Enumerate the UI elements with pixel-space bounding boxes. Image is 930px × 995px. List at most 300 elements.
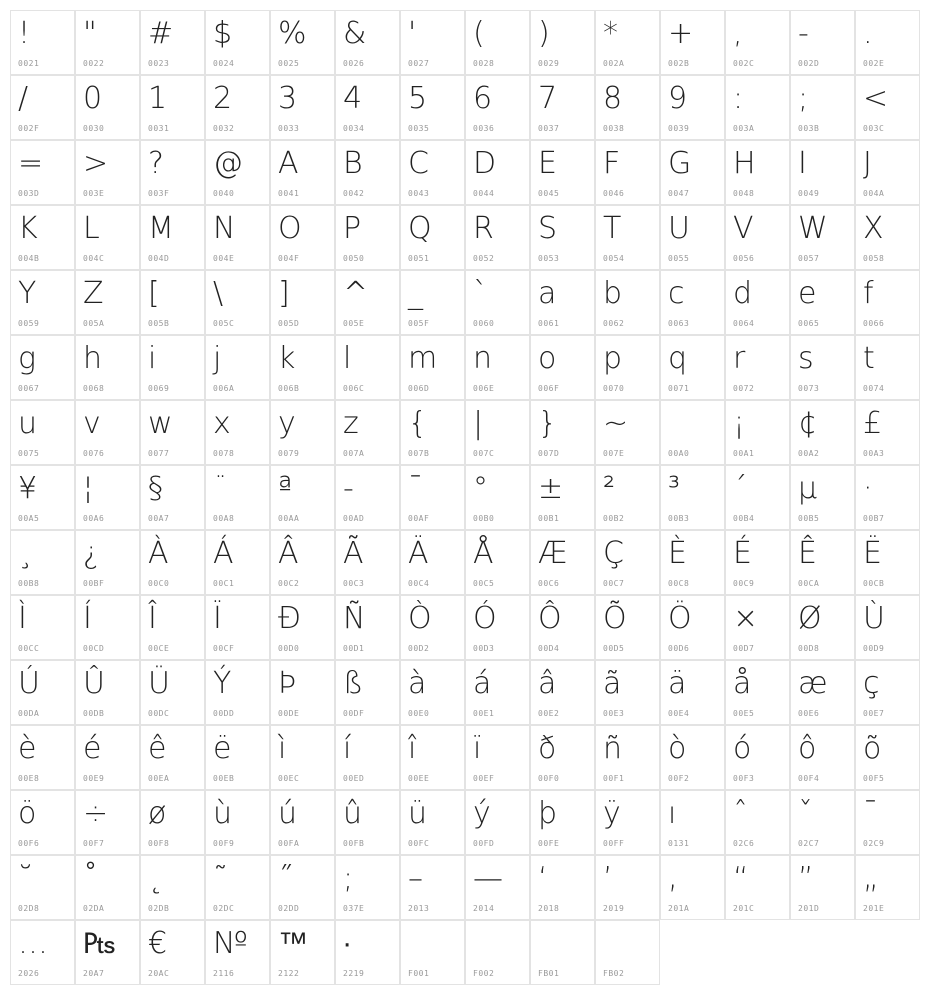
glyph-code-label: 0035 [408,124,430,133]
glyph-cell [10,400,75,465]
glyph-cell [205,595,270,660]
glyph-char: $ [213,16,233,51]
glyph-cell [725,205,790,270]
glyph-code-label: 0057 [798,254,820,263]
glyph-char: O [278,211,302,246]
glyph-char: T [603,211,622,246]
glyph-code-label: 00E4 [668,709,690,718]
glyph-cell [75,920,140,985]
glyph-char: ˚ [83,861,98,896]
glyph-char: : [733,81,744,116]
glyph-code-label: 0066 [863,319,885,328]
glyph-code-label: 00DF [343,709,365,718]
glyph-char: Y [18,276,37,311]
glyph-cell [75,660,140,725]
glyph-char: , [733,16,743,51]
glyph-cell [790,335,855,400]
glyph-char: Ñ [343,601,366,636]
glyph-cell [205,205,270,270]
glyph-cell [335,530,400,595]
glyph-char: . [863,16,873,51]
glyph-code-label: 00C4 [408,579,430,588]
glyph-code-label: 0079 [278,449,300,458]
glyph-cell [10,335,75,400]
glyph-code-label: 0047 [668,189,690,198]
glyph-code-label: 00C0 [148,579,170,588]
glyph-char: À [148,536,169,571]
glyph-char: E [538,146,557,181]
glyph-char: Ò [408,601,432,636]
glyph-char: ˉ [863,796,878,831]
glyph-code-label: 004F [278,254,300,263]
glyph-code-label: 007B [408,449,430,458]
glyph-code-label: 00DD [213,709,235,718]
glyph-char: ô [798,731,817,766]
glyph-char: = [18,146,44,181]
glyph-cell [205,400,270,465]
glyph-code-label: 00FC [408,839,430,848]
glyph-char: ) [538,16,550,51]
glyph-code-label: 00F1 [603,774,625,783]
glyph-char: e [798,276,817,311]
glyph-code-label: 005D [278,319,300,328]
glyph-char: ` [473,276,488,311]
glyph-char: ø [148,796,167,831]
glyph-code-label: 0027 [408,59,430,68]
glyph-cell [335,920,400,985]
glyph-code-label: 004D [148,254,170,263]
glyph-cell [855,855,920,920]
glyph-cell [660,790,725,855]
glyph-code-label: 2122 [278,969,300,978]
glyph-cell [205,270,270,335]
glyph-char: V [733,211,754,246]
glyph-cell [530,10,595,75]
glyph-cell [10,920,75,985]
glyph-code-label: 0045 [538,189,560,198]
glyph-cell [10,205,75,270]
glyph-char: ‘ [538,861,548,896]
glyph-cell [530,75,595,140]
glyph-cell [790,530,855,595]
glyph-code-label: 00E3 [603,709,625,718]
glyph-cell [465,75,530,140]
glyph-code-label: 0028 [473,59,495,68]
glyph-code-label: 0021 [18,59,40,68]
glyph-code-label: 00ED [343,774,365,783]
glyph-code-label: 005C [213,319,235,328]
glyph-char: ù [213,796,233,831]
glyph-cell [335,660,400,725]
glyph-code-label: 0061 [538,319,560,328]
glyph-cell [400,400,465,465]
glyph-cell [75,530,140,595]
glyph-char: @ [213,146,243,181]
glyph-cell [75,855,140,920]
glyph-code-label: 037E [343,904,365,913]
glyph-char: i [148,341,157,376]
glyph-char: [ [148,276,160,311]
glyph-code-label: 003E [83,189,105,198]
glyph-cell [530,790,595,855]
glyph-code-label: 00EE [408,774,430,783]
glyph-char: A [278,146,299,181]
glyph-char: ∙ [343,926,352,961]
glyph-cell [790,400,855,465]
glyph-code-label: 00AF [408,514,430,523]
glyph-cell [530,335,595,400]
glyph-code-label: 00E0 [408,709,430,718]
glyph-code-label: 0050 [343,254,365,263]
glyph-cell [75,205,140,270]
glyph-cell [790,465,855,530]
glyph-cell [335,465,400,530]
glyph-char: ; [798,81,809,116]
glyph-cell [335,270,400,335]
glyph-cell [725,855,790,920]
glyph-code-label: 0078 [213,449,235,458]
glyph-char: c [668,276,685,311]
glyph-cell [465,790,530,855]
glyph-code-label: 004C [83,254,105,263]
glyph-char: ² [603,471,616,506]
glyph-cell [790,725,855,790]
glyph-code-label: 0025 [278,59,300,68]
glyph-char: ¦ [83,471,94,506]
glyph-code-label: 00E8 [18,774,40,783]
glyph-code-label: 02C6 [733,839,755,848]
glyph-code-label: 20A7 [83,969,105,978]
glyph-code-label: 006F [538,384,560,393]
glyph-cell [530,465,595,530]
glyph-cell [270,660,335,725]
glyph-code-label: 0059 [18,319,40,328]
glyph-code-label: 0056 [733,254,755,263]
glyph-cell [660,855,725,920]
glyph-code-label: 0030 [83,124,105,133]
glyph-char: È [668,536,687,571]
glyph-cell [270,205,335,270]
glyph-cell [400,725,465,790]
glyph-char: % [278,16,307,51]
glyph-code-label: 00D7 [733,644,755,653]
glyph-code-label: 00FA [278,839,300,848]
glyph-code-label: 0069 [148,384,170,393]
glyph-char: £ [863,406,883,441]
glyph-cell [855,400,920,465]
glyph-char: ” [798,861,814,896]
glyph-char: n [473,341,493,376]
glyph-code-label: 0071 [668,384,690,393]
glyph-cell [270,10,335,75]
glyph-char: q [668,341,688,376]
glyph-code-label: 00F0 [538,774,560,783]
glyph-code-label: 2018 [538,904,560,913]
glyph-char: _ [408,276,423,311]
glyph-code-label: 00D0 [278,644,300,653]
glyph-char: Ï [213,601,222,636]
glyph-code-label: 0053 [538,254,560,263]
glyph-cell [595,75,660,140]
glyph-cell [140,595,205,660]
glyph-char: ¢ [798,406,818,441]
glyph-char: ä [668,666,687,701]
glyph-char: Ø [798,601,822,636]
glyph-char: å [733,666,752,701]
glyph-code-label: 00A0 [668,449,690,458]
glyph-char: ˇ [798,796,813,831]
glyph-code-label: 00FD [473,839,495,848]
glyph-char: ] [278,276,290,311]
glyph-cell [270,920,335,985]
glyph-code-label: 006A [213,384,235,393]
glyph-code-label: 0039 [668,124,690,133]
glyph-cell [140,140,205,205]
glyph-char: § [148,471,163,506]
glyph-cell [595,10,660,75]
glyph-cell [400,530,465,595]
glyph-cell [75,465,140,530]
glyph-code-label: 02C9 [863,839,885,848]
glyph-char: W [798,211,828,246]
glyph-char: P [343,211,362,246]
glyph-code-label: F002 [473,969,495,978]
glyph-cell [270,465,335,530]
glyph-char: f [863,276,874,311]
glyph-code-label: 0022 [83,59,105,68]
glyph-code-label: 00A2 [798,449,820,458]
glyph-code-label: 00D8 [798,644,820,653]
glyph-cell [725,465,790,530]
glyph-code-label: 00AD [343,514,365,523]
glyph-cell [335,335,400,400]
glyph-code-label: 00A1 [733,449,755,458]
glyph-char: B [343,146,363,181]
glyph-cell [270,790,335,855]
glyph-cell [465,10,530,75]
glyph-code-label: 00B4 [733,514,755,523]
glyph-char: L [83,211,100,246]
glyph-char: | [473,406,484,441]
glyph-cell [270,140,335,205]
glyph-cell [790,140,855,205]
glyph-char: ˛ [148,861,163,896]
glyph-code-label: 006E [473,384,495,393]
glyph-char: / [18,81,29,116]
glyph-code-label: 00CB [863,579,885,588]
glyph-code-label: 0073 [798,384,820,393]
glyph-cell [465,530,530,595]
glyph-cell [140,790,205,855]
glyph-cell [270,270,335,335]
glyph-code-label: 0058 [863,254,885,263]
glyph-cell [75,400,140,465]
glyph-cell [10,465,75,530]
glyph-char: X [863,211,884,246]
glyph-code-label: 2013 [408,904,430,913]
glyph-char: ? [148,146,164,181]
glyph-cell [465,920,530,985]
glyph-char: ‚ [668,861,678,896]
glyph-cell [465,270,530,335]
glyph-code-label: 004E [213,254,235,263]
glyph-cell [530,400,595,465]
glyph-code-label: 0075 [18,449,40,458]
glyph-cell [400,75,465,140]
glyph-char: Ë [863,536,882,571]
glyph-cell [855,790,920,855]
glyph-char: l [343,341,352,376]
glyph-cell [530,920,595,985]
glyph-cell [400,660,465,725]
glyph-code-label: 003D [18,189,40,198]
glyph-code-label: 00FB [343,839,365,848]
glyph-cell [400,140,465,205]
glyph-code-label: 0052 [473,254,495,263]
glyph-cell [205,855,270,920]
glyph-cell [725,595,790,660]
glyph-code-label: 0064 [733,319,755,328]
glyph-cell [790,10,855,75]
glyph-code-label: 00C2 [278,579,300,588]
glyph-cell [10,855,75,920]
glyph-code-label: 00DC [148,709,170,718]
glyph-cell [10,725,75,790]
glyph-char: Ô [538,601,562,636]
glyph-cell [205,530,270,595]
glyph-char: Ü [148,666,170,701]
glyph-char: ÷ [83,796,109,831]
glyph-char: № [213,926,248,961]
glyph-code-label: 00AA [278,514,300,523]
glyph-cell [855,595,920,660]
glyph-cell [400,595,465,660]
glyph-cell [335,140,400,205]
glyph-char: t [863,341,875,376]
glyph-cell [790,75,855,140]
glyph-cell [595,725,660,790]
glyph-char: d [733,276,753,311]
glyph-code-label: 0043 [408,189,430,198]
glyph-cell [140,725,205,790]
glyph-code-label: 02DC [213,904,235,913]
glyph-cell [140,335,205,400]
glyph-char: ° [473,471,488,506]
glyph-code-label: 00E5 [733,709,755,718]
glyph-cell [530,595,595,660]
glyph-code-label: 0031 [148,124,170,133]
glyph-cell [140,530,205,595]
glyph-code-label: 005A [83,319,105,328]
glyph-cell [725,335,790,400]
glyph-code-label: 007E [603,449,625,458]
glyph-code-label: 0023 [148,59,170,68]
glyph-char: ú [278,796,298,831]
glyph-cell [400,270,465,335]
glyph-code-label: 00C9 [733,579,755,588]
glyph-code-label: 00B7 [863,514,885,523]
glyph-char: ñ [603,731,623,766]
glyph-code-label: 0036 [473,124,495,133]
glyph-char: # [148,16,174,51]
glyph-char: > [83,146,109,181]
glyph-code-label: 00C6 [538,579,560,588]
glyph-code-label: 0077 [148,449,170,458]
glyph-char: v [83,406,101,441]
glyph-char: õ [863,731,882,766]
glyph-char: ( [473,16,485,51]
glyph-cell [400,790,465,855]
glyph-cell [660,530,725,595]
glyph-code-label: 0131 [668,839,690,848]
glyph-code-label: 0072 [733,384,755,393]
glyph-char: 9 [668,81,688,116]
glyph-char: Â [278,536,299,571]
glyph-cell [335,10,400,75]
glyph-code-label: 002F [18,124,40,133]
glyph-char: Õ [603,601,627,636]
glyph-char: Ç [603,536,624,571]
glyph-char: b [603,276,623,311]
glyph-cell [270,400,335,465]
glyph-char: Ù [863,601,885,636]
glyph-cell [140,660,205,725]
glyph-char: ö [18,796,37,831]
glyph-code-label: 2116 [213,969,235,978]
glyph-code-label: 0034 [343,124,365,133]
glyph-cell [855,465,920,530]
glyph-char: ã [603,666,622,701]
glyph-cell [10,75,75,140]
glyph-cell [725,10,790,75]
glyph-cell [465,725,530,790]
glyph-cell [465,465,530,530]
glyph-code-label: 00D4 [538,644,560,653]
glyph-code-label: 00CA [798,579,820,588]
glyph-char: ó [733,731,752,766]
glyph-cell [855,75,920,140]
glyph-cell [10,140,75,205]
glyph-cell [10,530,75,595]
glyph-code-label: 0033 [278,124,300,133]
glyph-code-label: 00C7 [603,579,625,588]
glyph-cell [660,140,725,205]
glyph-cell [10,790,75,855]
glyph-code-label: 0049 [798,189,820,198]
glyph-char: ¡ [733,406,746,441]
glyph-code-label: 00A6 [83,514,105,523]
glyph-char: " [83,16,97,51]
glyph-char: ~ [603,406,629,441]
glyph-char: ˜ [213,861,228,896]
glyph-code-label: 00B0 [473,514,495,523]
glyph-char: û [343,796,363,831]
glyph-code-label: F001 [408,969,430,978]
glyph-char: g [18,341,37,376]
glyph-char: í [343,731,352,766]
glyph-cell [660,10,725,75]
glyph-char: ˆ [733,796,748,831]
glyph-cell [725,270,790,335]
glyph-cell [140,465,205,530]
glyph-code-label: 00A7 [148,514,170,523]
glyph-cell [140,920,205,985]
glyph-code-label: 2019 [603,904,625,913]
glyph-code-label: 00B3 [668,514,690,523]
glyph-code-label: 004A [863,189,885,198]
glyph-cell [790,595,855,660]
glyph-cell [270,855,335,920]
